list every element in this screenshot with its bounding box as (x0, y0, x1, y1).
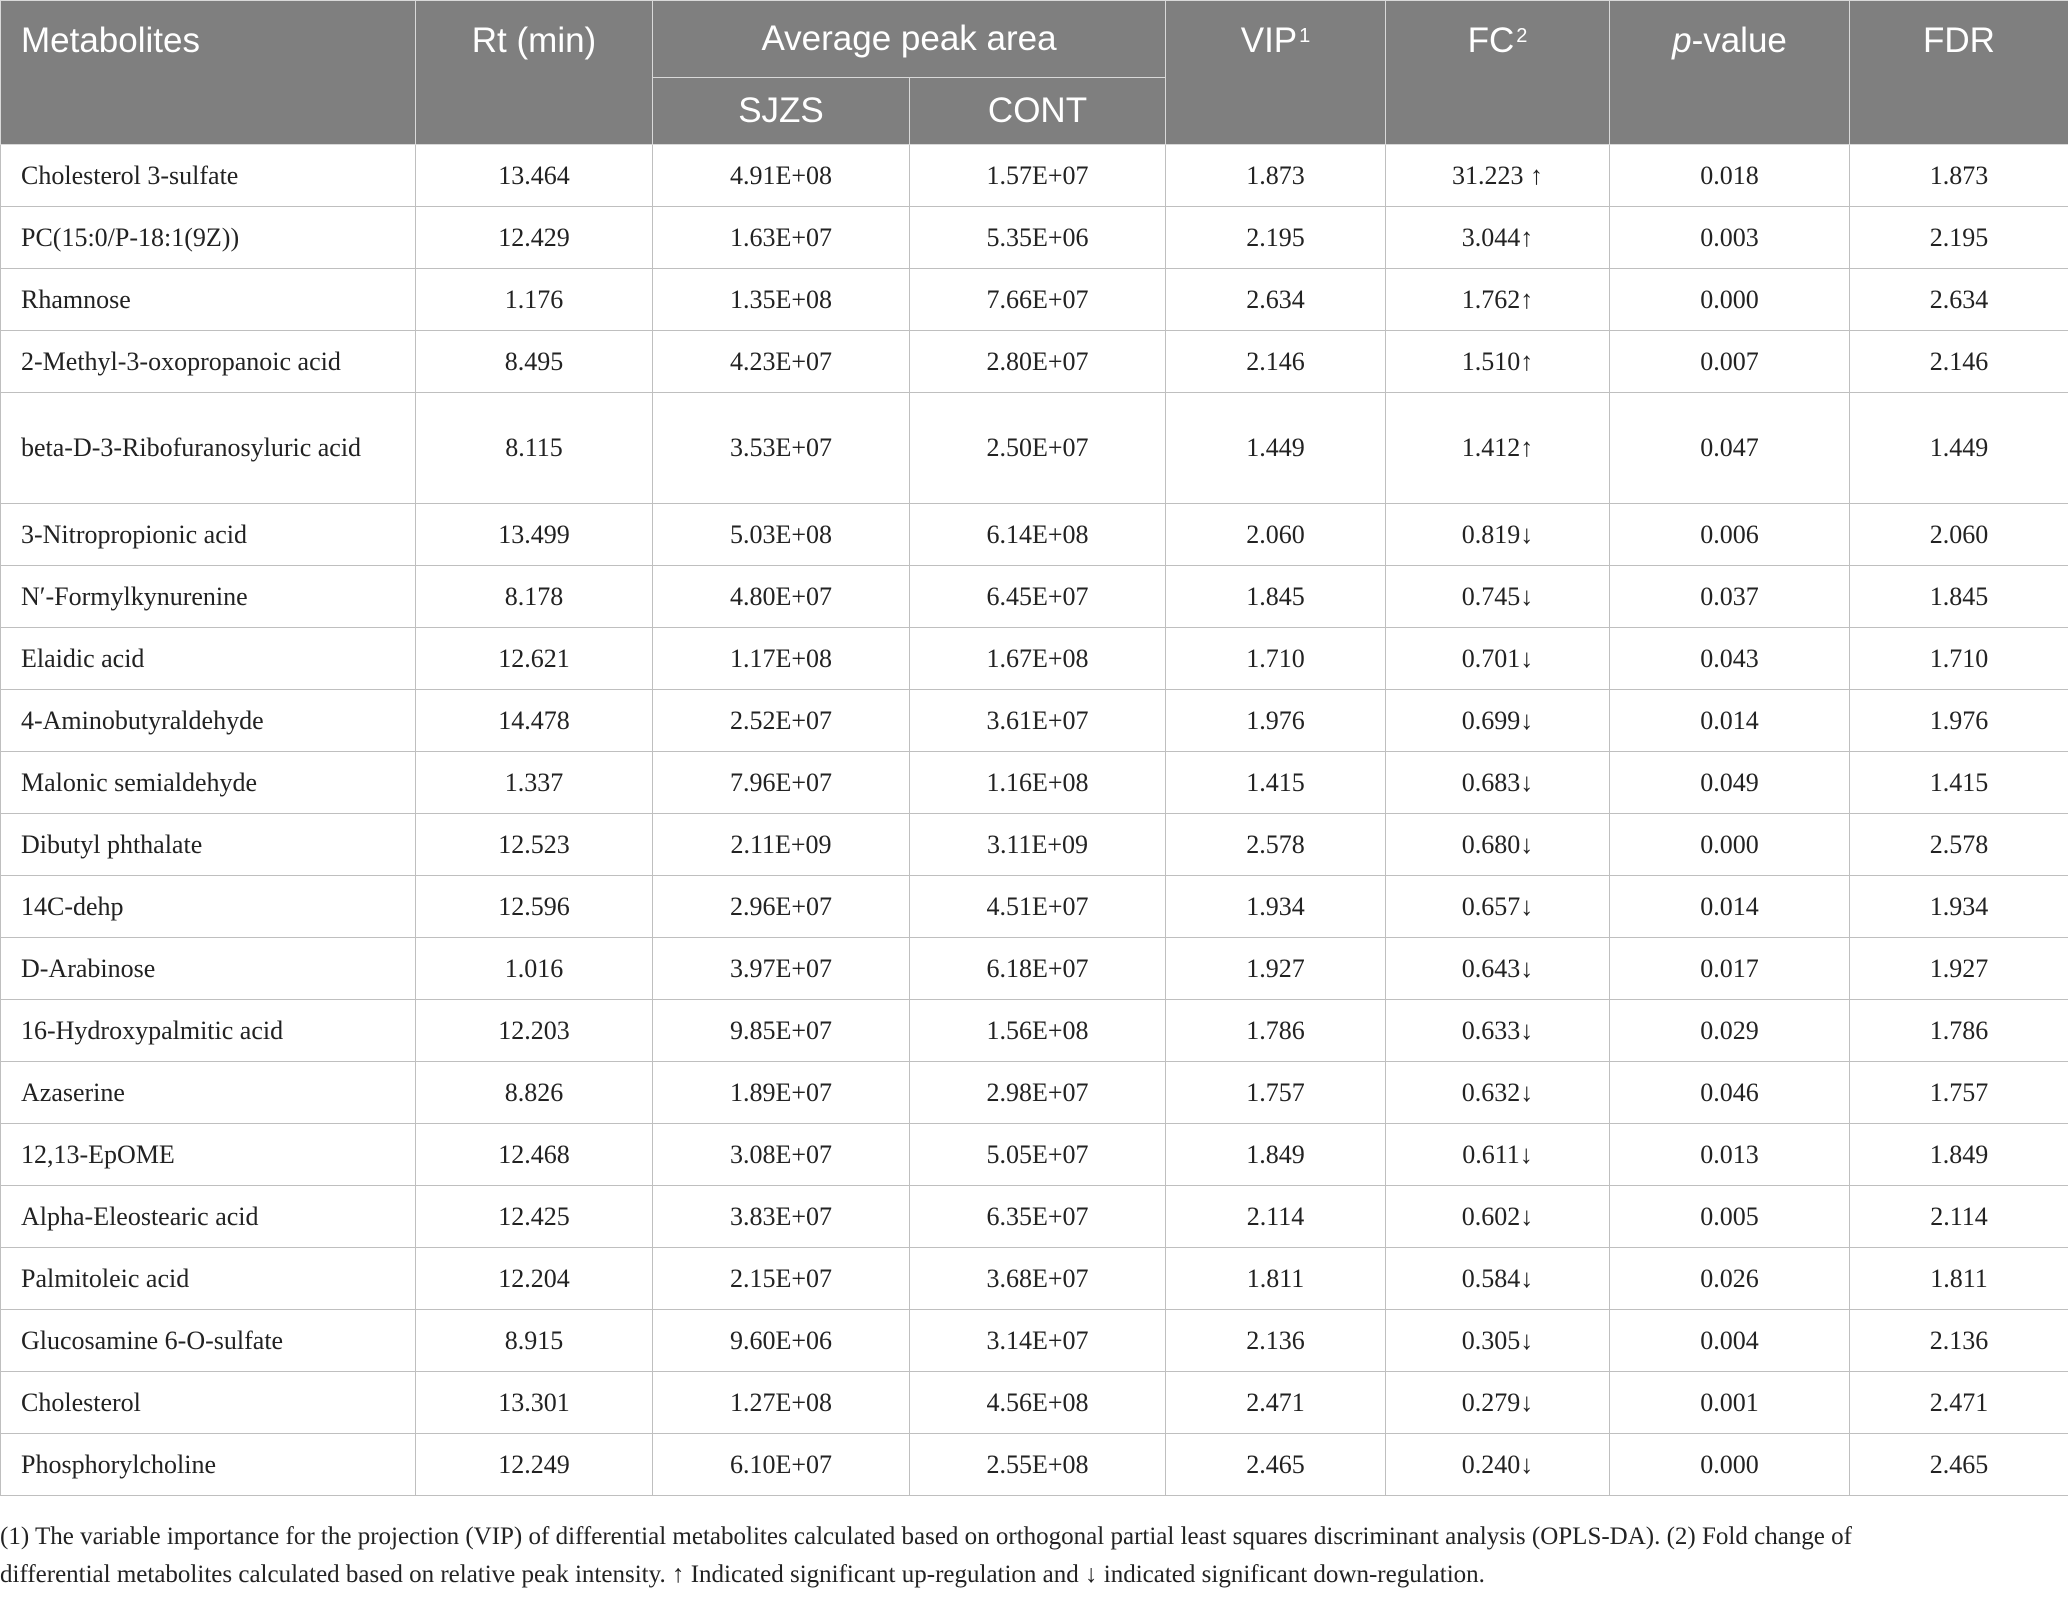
cell-cont-peak-area: 1.56E+08 (910, 1000, 1166, 1062)
cell-sjzs-peak-area: 2.52E+07 (653, 690, 910, 752)
cell-fc: 0.632↓ (1386, 1062, 1610, 1124)
cell-fc: 31.223 ↑ (1386, 145, 1610, 207)
cell-fdr: 2.471 (1850, 1372, 2068, 1434)
cell-rt: 12.621 (416, 628, 653, 690)
table-row (1, 331, 2068, 393)
cell-fc: 0.683↓ (1386, 752, 1610, 814)
header-vip-sup: 1 (1299, 25, 1311, 47)
cell-fdr: 1.415 (1850, 752, 2068, 814)
header-p-value (1610, 1, 1850, 145)
header-p-rest: -value (1691, 21, 1787, 60)
cell-fdr: 1.927 (1850, 938, 2068, 1000)
cell-fc: 1.510↑ (1386, 331, 1610, 393)
cell-metabolite-name: N′-Formylkynurenine (1, 566, 416, 628)
cell-sjzs-peak-area: 4.23E+07 (653, 331, 910, 393)
cell-metabolite-name: beta-D-3-Ribofuranosyluric acid (1, 393, 416, 504)
cell-cont-peak-area: 6.14E+08 (910, 504, 1166, 566)
table-row (1, 1186, 2068, 1248)
cell-sjzs-peak-area: 3.53E+07 (653, 393, 910, 504)
cell-vip: 2.465 (1166, 1434, 1386, 1496)
header-vip-label: VIP (1240, 21, 1298, 60)
cell-vip: 1.849 (1166, 1124, 1386, 1186)
cell-sjzs-peak-area: 3.97E+07 (653, 938, 910, 1000)
cell-vip: 2.578 (1166, 814, 1386, 876)
header-fc (1386, 1, 1610, 145)
cell-rt: 12.596 (416, 876, 653, 938)
cell-fdr: 2.465 (1850, 1434, 2068, 1496)
cell-cont-peak-area: 6.18E+07 (910, 938, 1166, 1000)
cell-fc: 0.279↓ (1386, 1372, 1610, 1434)
cell-sjzs-peak-area: 1.17E+08 (653, 628, 910, 690)
cell-p-value: 0.000 (1610, 269, 1850, 331)
header-cont: CONT (910, 78, 1166, 145)
cell-p-value: 0.000 (1610, 1434, 1850, 1496)
cell-cont-peak-area: 3.61E+07 (910, 690, 1166, 752)
cell-cont-peak-area: 3.68E+07 (910, 1248, 1166, 1310)
header-fc-label: FC (1467, 21, 1515, 60)
cell-cont-peak-area: 4.51E+07 (910, 876, 1166, 938)
cell-fc: 0.657↓ (1386, 876, 1610, 938)
cell-rt: 13.301 (416, 1372, 653, 1434)
cell-rt: 12.468 (416, 1124, 653, 1186)
cell-metabolite-name: Azaserine (1, 1062, 416, 1124)
header-average-peak-area: Average peak area (653, 1, 1166, 78)
cell-cont-peak-area: 2.80E+07 (910, 331, 1166, 393)
cell-sjzs-peak-area: 7.96E+07 (653, 752, 910, 814)
cell-rt: 1.016 (416, 938, 653, 1000)
cell-fdr: 1.757 (1850, 1062, 2068, 1124)
cell-fc: 0.701↓ (1386, 628, 1610, 690)
cell-p-value: 0.037 (1610, 566, 1850, 628)
footnote-line-2: differential metabolites calculated based on relative peak intensity. ↑ Indicated significant up-regulation and ↓ indicated significant down-regulation. (0, 1561, 1485, 1588)
cell-fdr: 2.195 (1850, 207, 2068, 269)
cell-fc: 0.602↓ (1386, 1186, 1610, 1248)
cell-fc: 0.643↓ (1386, 938, 1610, 1000)
table-row (1, 1062, 2068, 1124)
cell-vip: 1.757 (1166, 1062, 1386, 1124)
cell-fdr: 1.786 (1850, 1000, 2068, 1062)
cell-p-value: 0.043 (1610, 628, 1850, 690)
cell-sjzs-peak-area: 5.03E+08 (653, 504, 910, 566)
cell-cont-peak-area: 2.55E+08 (910, 1434, 1166, 1496)
table-row (1, 566, 2068, 628)
cell-vip: 1.927 (1166, 938, 1386, 1000)
cell-rt: 14.478 (416, 690, 653, 752)
cell-rt: 8.495 (416, 331, 653, 393)
cell-fdr: 1.849 (1850, 1124, 2068, 1186)
table-row (1, 145, 2068, 207)
table-row (1, 876, 2068, 938)
cell-fdr: 2.114 (1850, 1186, 2068, 1248)
table-row (1, 269, 2068, 331)
cell-sjzs-peak-area: 9.85E+07 (653, 1000, 910, 1062)
header-vip (1166, 1, 1386, 145)
cell-cont-peak-area: 1.16E+08 (910, 752, 1166, 814)
table-body (1, 145, 2068, 1496)
table-header (1, 1, 2068, 145)
cell-sjzs-peak-area: 1.63E+07 (653, 207, 910, 269)
cell-metabolite-name: Glucosamine 6-O-sulfate (1, 1310, 416, 1372)
table-row (1, 814, 2068, 876)
cell-vip: 2.136 (1166, 1310, 1386, 1372)
cell-vip: 1.415 (1166, 752, 1386, 814)
cell-p-value: 0.000 (1610, 814, 1850, 876)
table-row (1, 1248, 2068, 1310)
cell-rt: 8.915 (416, 1310, 653, 1372)
cell-cont-peak-area: 6.45E+07 (910, 566, 1166, 628)
cell-fdr: 1.934 (1850, 876, 2068, 938)
cell-fc: 3.044↑ (1386, 207, 1610, 269)
table-row (1, 628, 2068, 690)
cell-cont-peak-area: 1.57E+07 (910, 145, 1166, 207)
cell-fc: 0.633↓ (1386, 1000, 1610, 1062)
cell-metabolite-name: Cholesterol (1, 1372, 416, 1434)
table-row (1, 1372, 2068, 1434)
cell-fdr: 1.449 (1850, 393, 2068, 504)
cell-vip: 1.845 (1166, 566, 1386, 628)
header-rt: Rt (min) (416, 1, 653, 145)
cell-metabolite-name: Malonic semialdehyde (1, 752, 416, 814)
cell-p-value: 0.014 (1610, 690, 1850, 752)
cell-vip: 1.934 (1166, 876, 1386, 938)
cell-sjzs-peak-area: 2.96E+07 (653, 876, 910, 938)
cell-fdr: 1.811 (1850, 1248, 2068, 1310)
cell-p-value: 0.018 (1610, 145, 1850, 207)
cell-fc: 0.611↓ (1386, 1124, 1610, 1186)
table-row (1, 1124, 2068, 1186)
table-row (1, 207, 2068, 269)
cell-sjzs-peak-area: 9.60E+06 (653, 1310, 910, 1372)
cell-rt: 8.826 (416, 1062, 653, 1124)
cell-vip: 2.471 (1166, 1372, 1386, 1434)
cell-sjzs-peak-area: 6.10E+07 (653, 1434, 910, 1496)
cell-vip: 2.060 (1166, 504, 1386, 566)
cell-vip: 2.634 (1166, 269, 1386, 331)
cell-sjzs-peak-area: 1.27E+08 (653, 1372, 910, 1434)
cell-metabolite-name: Palmitoleic acid (1, 1248, 416, 1310)
cell-rt: 13.499 (416, 504, 653, 566)
cell-p-value: 0.029 (1610, 1000, 1850, 1062)
header-metabolites: Metabolites (1, 1, 416, 145)
table-row (1, 938, 2068, 1000)
cell-p-value: 0.026 (1610, 1248, 1850, 1310)
cell-sjzs-peak-area: 3.08E+07 (653, 1124, 910, 1186)
cell-p-value: 0.004 (1610, 1310, 1850, 1372)
cell-sjzs-peak-area: 4.80E+07 (653, 566, 910, 628)
cell-fdr: 2.634 (1850, 269, 2068, 331)
cell-metabolite-name: 16-Hydroxypalmitic acid (1, 1000, 416, 1062)
table-footnote (0, 1518, 2060, 1594)
cell-metabolite-name: 4-Aminobutyraldehyde (1, 690, 416, 752)
cell-fc: 0.745↓ (1386, 566, 1610, 628)
table-row (1, 393, 2068, 504)
cell-metabolite-name: 2-Methyl-3-oxopropanoic acid (1, 331, 416, 393)
cell-sjzs-peak-area: 1.35E+08 (653, 269, 910, 331)
header-p-italic: p (1672, 21, 1692, 60)
cell-vip: 2.195 (1166, 207, 1386, 269)
cell-metabolite-name: PC(15:0/P-18:1(9Z)) (1, 207, 416, 269)
cell-vip: 1.976 (1166, 690, 1386, 752)
cell-cont-peak-area: 5.35E+06 (910, 207, 1166, 269)
cell-sjzs-peak-area: 3.83E+07 (653, 1186, 910, 1248)
cell-fc: 1.412↑ (1386, 393, 1610, 504)
cell-metabolite-name: Cholesterol 3-sulfate (1, 145, 416, 207)
cell-cont-peak-area: 3.11E+09 (910, 814, 1166, 876)
cell-p-value: 0.001 (1610, 1372, 1850, 1434)
cell-vip: 2.114 (1166, 1186, 1386, 1248)
cell-p-value: 0.047 (1610, 393, 1850, 504)
cell-fc: 1.762↑ (1386, 269, 1610, 331)
cell-metabolite-name: 3-Nitropropionic acid (1, 504, 416, 566)
cell-fc: 0.305↓ (1386, 1310, 1610, 1372)
header-sjzs: SJZS (653, 78, 910, 145)
cell-vip: 1.811 (1166, 1248, 1386, 1310)
cell-cont-peak-area: 5.05E+07 (910, 1124, 1166, 1186)
cell-rt: 12.203 (416, 1000, 653, 1062)
cell-rt: 1.176 (416, 269, 653, 331)
cell-fdr: 2.060 (1850, 504, 2068, 566)
cell-fdr: 2.146 (1850, 331, 2068, 393)
header-fdr: FDR (1850, 1, 2068, 145)
cell-p-value: 0.049 (1610, 752, 1850, 814)
cell-vip: 1.710 (1166, 628, 1386, 690)
cell-vip: 2.146 (1166, 331, 1386, 393)
cell-cont-peak-area: 2.98E+07 (910, 1062, 1166, 1124)
cell-cont-peak-area: 3.14E+07 (910, 1310, 1166, 1372)
cell-fc: 0.240↓ (1386, 1434, 1610, 1496)
cell-fdr: 1.710 (1850, 628, 2068, 690)
cell-metabolite-name: D-Arabinose (1, 938, 416, 1000)
cell-fdr: 1.976 (1850, 690, 2068, 752)
table-row (1, 504, 2068, 566)
cell-cont-peak-area: 2.50E+07 (910, 393, 1166, 504)
cell-fc: 0.584↓ (1386, 1248, 1610, 1310)
footnote-line-1: (1) The variable importance for the projection (VIP) of differential metabolites calculated based on orthogonal partial least squares discriminant analysis (OPLS-DA). (2) Fold change of (0, 1523, 1852, 1550)
cell-cont-peak-area: 4.56E+08 (910, 1372, 1166, 1434)
cell-p-value: 0.014 (1610, 876, 1850, 938)
cell-metabolite-name: Phosphorylcholine (1, 1434, 416, 1496)
cell-cont-peak-area: 6.35E+07 (910, 1186, 1166, 1248)
cell-p-value: 0.017 (1610, 938, 1850, 1000)
cell-cont-peak-area: 7.66E+07 (910, 269, 1166, 331)
cell-rt: 12.249 (416, 1434, 653, 1496)
cell-sjzs-peak-area: 4.91E+08 (653, 145, 910, 207)
cell-rt: 1.337 (416, 752, 653, 814)
cell-sjzs-peak-area: 1.89E+07 (653, 1062, 910, 1124)
cell-rt: 8.178 (416, 566, 653, 628)
cell-fdr: 2.578 (1850, 814, 2068, 876)
cell-vip: 1.873 (1166, 145, 1386, 207)
cell-metabolite-name: Rhamnose (1, 269, 416, 331)
cell-fc: 0.699↓ (1386, 690, 1610, 752)
cell-p-value: 0.007 (1610, 331, 1850, 393)
table-row (1, 690, 2068, 752)
cell-rt: 12.429 (416, 207, 653, 269)
cell-vip: 1.449 (1166, 393, 1386, 504)
cell-p-value: 0.013 (1610, 1124, 1850, 1186)
cell-rt: 13.464 (416, 145, 653, 207)
cell-metabolite-name: 12,13-EpOME (1, 1124, 416, 1186)
cell-metabolite-name: Dibutyl phthalate (1, 814, 416, 876)
cell-p-value: 0.005 (1610, 1186, 1850, 1248)
cell-p-value: 0.003 (1610, 207, 1850, 269)
cell-fc: 0.680↓ (1386, 814, 1610, 876)
cell-p-value: 0.046 (1610, 1062, 1850, 1124)
cell-metabolite-name: Elaidic acid (1, 628, 416, 690)
cell-vip: 1.786 (1166, 1000, 1386, 1062)
table-row (1, 1434, 2068, 1496)
cell-p-value: 0.006 (1610, 504, 1850, 566)
cell-cont-peak-area: 1.67E+08 (910, 628, 1166, 690)
cell-rt: 8.115 (416, 393, 653, 504)
cell-fdr: 2.136 (1850, 1310, 2068, 1372)
cell-rt: 12.523 (416, 814, 653, 876)
table-row (1, 1000, 2068, 1062)
cell-rt: 12.204 (416, 1248, 653, 1310)
header-fc-sup: 2 (1516, 25, 1528, 47)
cell-fdr: 1.873 (1850, 145, 2068, 207)
cell-fdr: 1.845 (1850, 566, 2068, 628)
cell-metabolite-name: Alpha-Eleostearic acid (1, 1186, 416, 1248)
cell-metabolite-name: 14C-dehp (1, 876, 416, 938)
table-row (1, 1310, 2068, 1372)
cell-sjzs-peak-area: 2.15E+07 (653, 1248, 910, 1310)
cell-fc: 0.819↓ (1386, 504, 1610, 566)
table-row (1, 752, 2068, 814)
cell-sjzs-peak-area: 2.11E+09 (653, 814, 910, 876)
cell-rt: 12.425 (416, 1186, 653, 1248)
